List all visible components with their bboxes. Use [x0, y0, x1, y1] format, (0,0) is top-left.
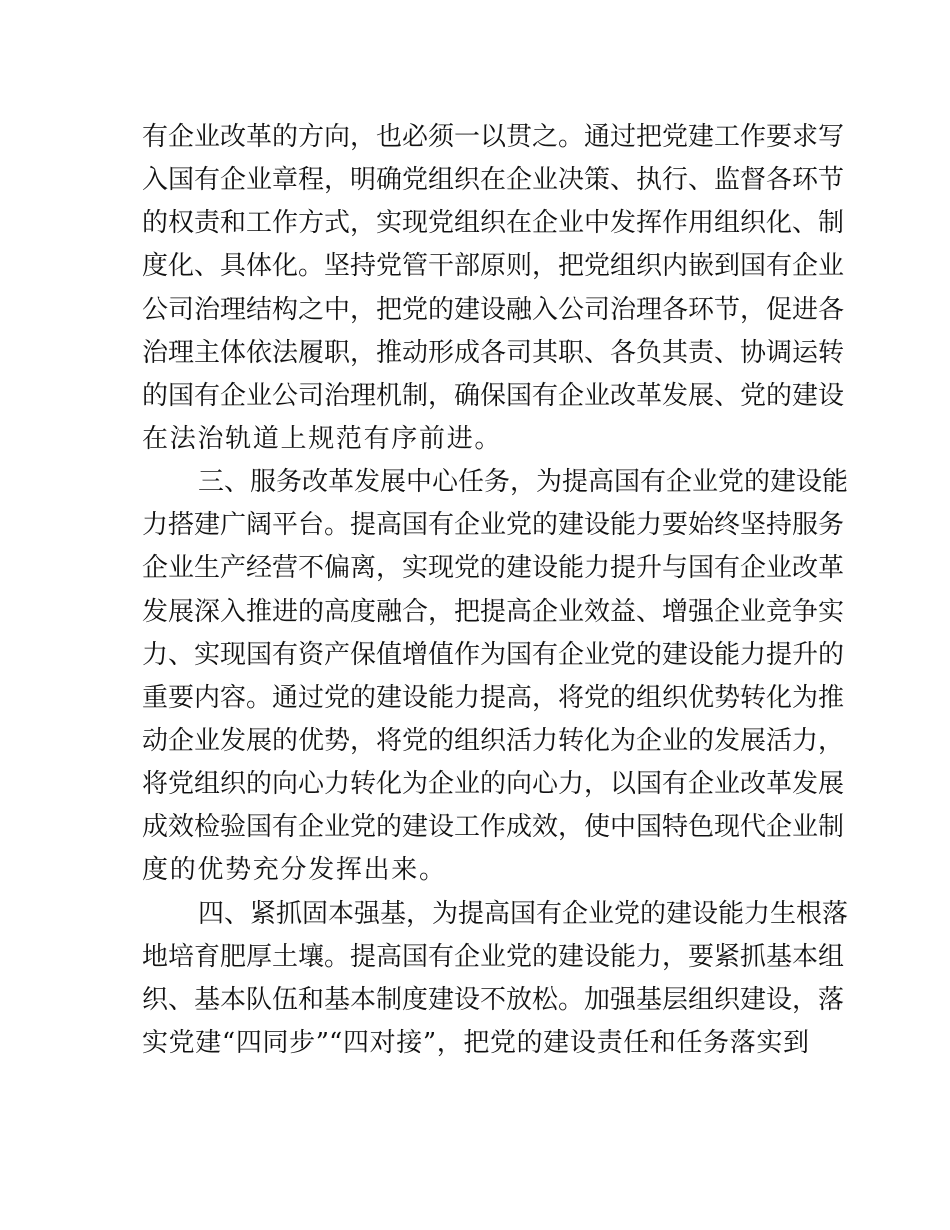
section-heading-line: 四、紧抓固本强基，为提高国有企业党的建设能力生根落 — [198, 898, 849, 929]
document-page — [142, 116, 849, 1065]
text-line: 成效检验国有企业党的建设工作成效，使中国特色现代企业制 — [142, 812, 845, 843]
paragraph-section-three — [142, 461, 849, 892]
text-line: 企业生产经营不偏离，实现党的建设能力提升与国有企业改革 — [142, 553, 845, 584]
text-line: 有企业改革的方向，也必须一以贯之。通过把党建工作要求写 — [142, 122, 845, 152]
text-line: 的权责和工作方式，实现党组织在企业中发挥作用组织化、制 — [142, 208, 845, 239]
text-line: 将党组织的向心力转化为企业的向心力，以国有企业改革发展 — [142, 769, 845, 800]
text-line: 度的优势充分发挥出来。 — [142, 855, 447, 886]
text-line: 发展深入推进的高度融合，把提高企业效益、增强企业竞争实 — [142, 596, 845, 627]
text-line: 治理主体依法履职，推动形成各司其职、各负其责、协调运转 — [142, 337, 845, 368]
text-line: 动企业发展的优势，将党的组织活力转化为企业的发展活力， — [142, 725, 845, 756]
paragraph-governance — [142, 116, 845, 461]
paragraph-section-four — [142, 893, 849, 1066]
text-line: 力搭建广阔平台。提高国有企业党的建设能力要始终坚持服务 — [142, 510, 845, 541]
text-line: 重要内容。通过党的建设能力提高，将党的组织优势转化为推 — [142, 682, 845, 713]
text-line: 公司治理结构之中，把党的建设融入公司治理各环节，促进各 — [142, 294, 845, 325]
text-line: 力、实现国有资产保值增值作为国有企业党的建设能力提升的 — [142, 639, 845, 670]
text-line: 在法治轨道上规范有序前进。 — [142, 423, 503, 454]
text-line: 度化、具体化。坚持党管干部原则，把党组织内嵌到国有企业 — [142, 251, 845, 282]
text-line: 实党建“四同步”“四对接”，把党的建设责任和任务落实到 — [142, 1027, 809, 1058]
section-heading-line: 三、服务改革发展中心任务，为提高国有企业党的建设能 — [198, 467, 849, 498]
text-line: 入国有企业章程，明确党组织在企业决策、执行、监督各环节 — [142, 165, 845, 196]
text-line: 织、基本队伍和基本制度建设不放松。加强基层组织建设，落 — [142, 984, 845, 1015]
text-line: 的国有企业公司治理机制，确保国有企业改革发展、党的建设 — [142, 380, 845, 411]
text-line: 地培育肥厚土壤。提高国有企业党的建设能力，要紧抓基本组 — [142, 941, 845, 972]
